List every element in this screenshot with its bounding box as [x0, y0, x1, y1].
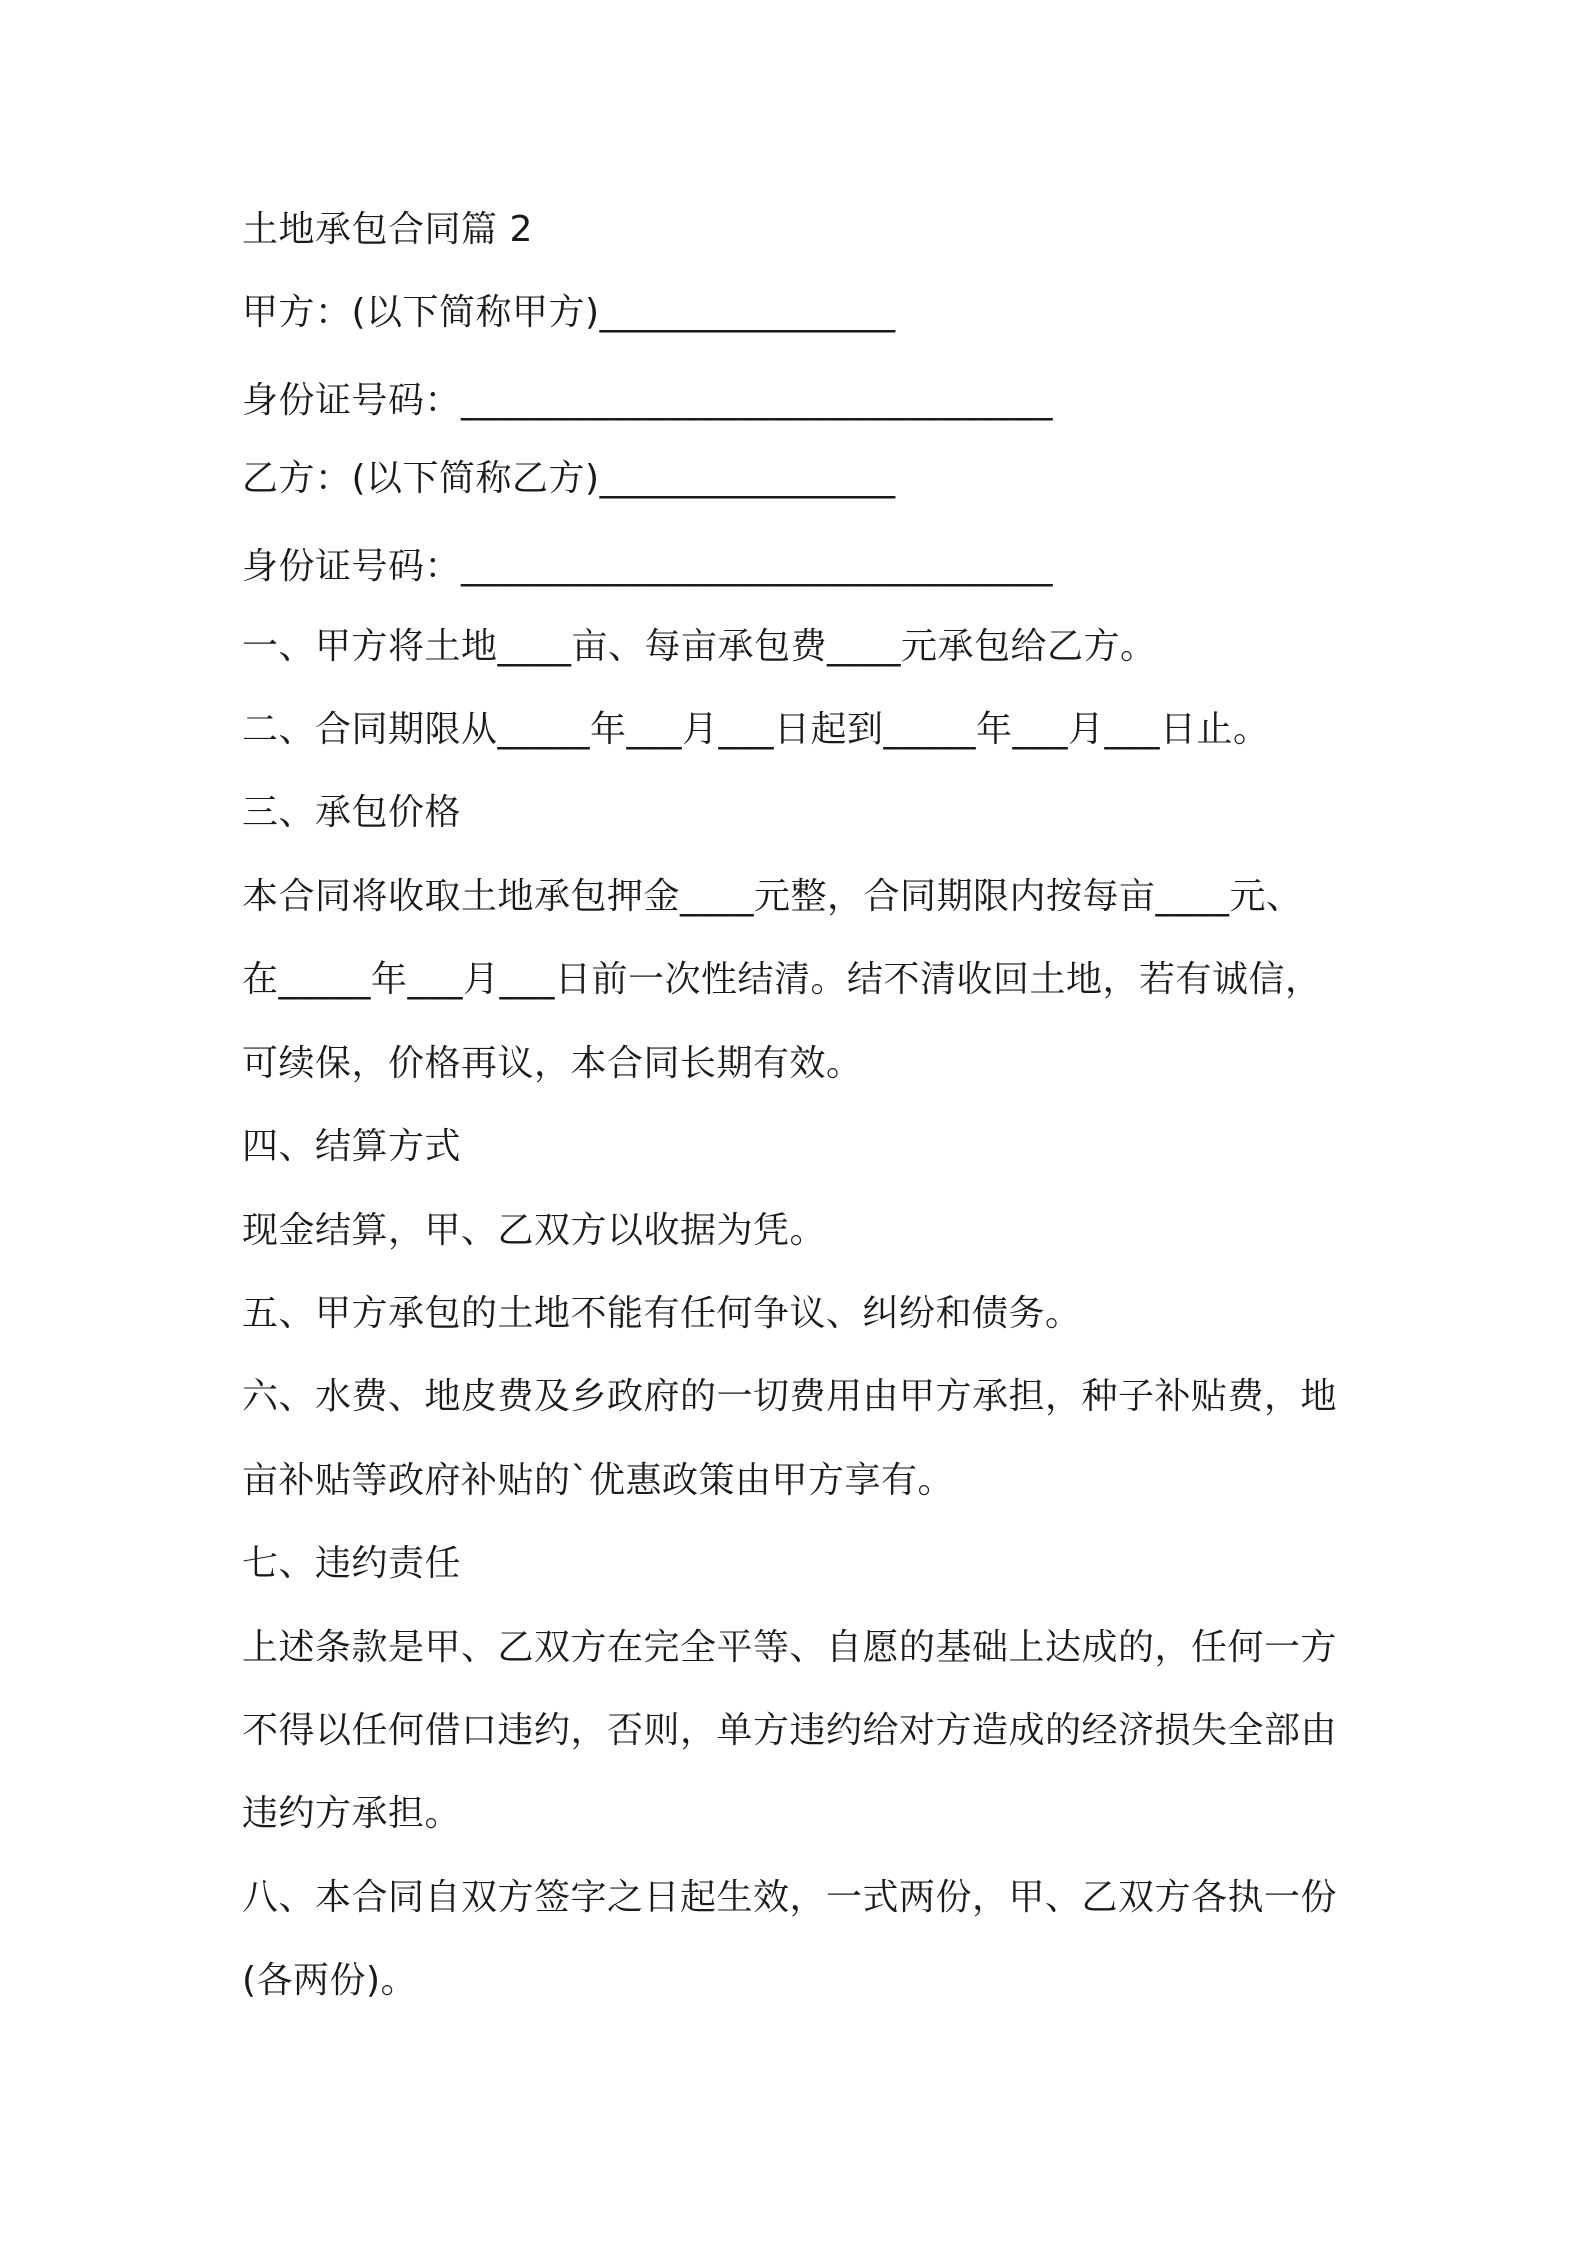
- document-title: 土地承包合同篇 2: [242, 209, 533, 250]
- clause-5: 五、甲方承包的土地不能有任何争议、纠纷和债务。: [242, 1293, 1082, 1334]
- clause-2: 二、合同期限从_____年___月___日起到_____年___月___日止。: [242, 709, 1270, 750]
- clause-7-text-1: 上述条款是甲、乙双方在完全平等、自愿的基础上达成的，任何一方: [242, 1627, 1338, 1668]
- clause-3-text-3: 可续保，价格再议，本合同长期有效。: [242, 1043, 863, 1084]
- clause-7-text-2: 不得以任何借口违约，否则，单方违约给对方造成的经济损失全部由: [242, 1710, 1338, 1751]
- party-a-id-line: 身份证号码：________________________________: [242, 380, 1054, 421]
- clause-6-text-1: 六、水费、地皮费及乡政府的一切费用由甲方承担，种子补贴费，地: [242, 1376, 1338, 1417]
- clause-8-text-2: (各两份)。: [242, 1960, 418, 2001]
- clause-1: 一、甲方将土地____亩、每亩承包费____元承包给乙方。: [242, 626, 1157, 667]
- clause-3-heading: 三、承包价格: [242, 792, 462, 833]
- clause-8-text-1: 八、本合同自双方签字之日起生效，一式两份，甲、乙双方各执一份: [242, 1877, 1338, 1918]
- clause-4-text: 现金结算，甲、乙双方以收据为凭。: [242, 1210, 827, 1251]
- clause-7-text-3: 违约方承担。: [242, 1793, 462, 1834]
- clause-3-text-2: 在_____年___月___日前一次性结清。结不清收回土地，若有诚信，: [242, 959, 1322, 1000]
- clause-7-heading: 七、违约责任: [242, 1543, 462, 1584]
- clause-6-text-2: 亩补贴等政府补贴的`优惠政策由甲方享有。: [242, 1460, 955, 1501]
- clause-3-text-1: 本合同将收取土地承包押金____元整，合同期限内按每亩____元、: [242, 876, 1303, 917]
- party-a-line: 甲方：(以下简称甲方)________________: [242, 292, 896, 333]
- party-b-id-line: 身份证号码：________________________________: [242, 546, 1054, 587]
- party-b-line: 乙方：(以下简称乙方)________________: [242, 458, 896, 499]
- clause-4-heading: 四、结算方式: [242, 1126, 462, 1167]
